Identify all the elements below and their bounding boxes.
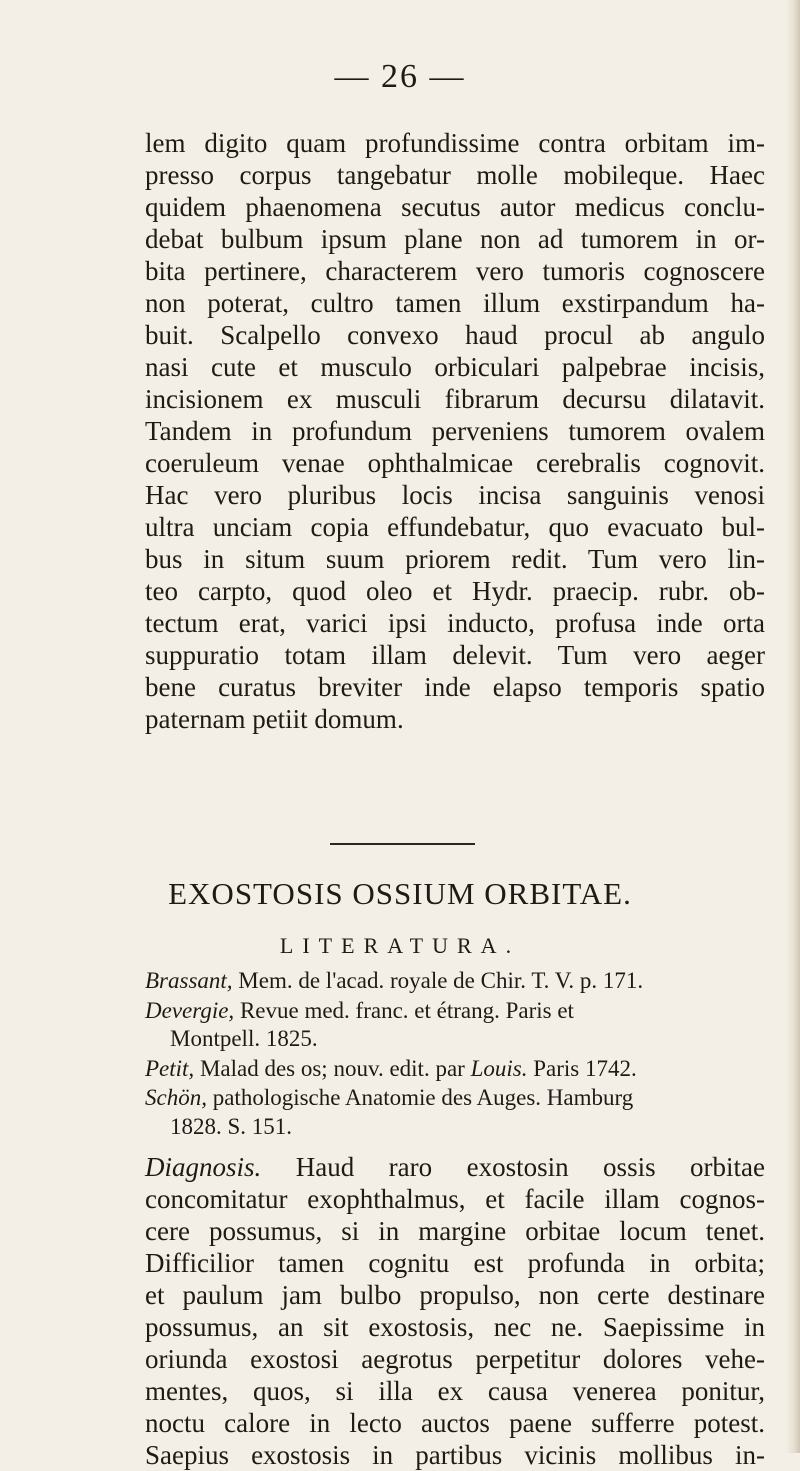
text-line: bene curatus breviter inde elapso temporis spatio xyxy=(145,672,765,702)
section-subtitle: LITERATURA. xyxy=(279,933,521,958)
text-line: bus in situm suum priorem redit. Tum vero lin- xyxy=(145,544,765,574)
page-edge-shadow xyxy=(786,0,800,1453)
text-line: quidem phaenomena secutus autor medicus conclu- xyxy=(145,192,765,222)
text-line: et paulum jam bulbo propulso, non certe destinare xyxy=(145,1280,765,1310)
reference-text: Malad des os; nouv. edit. par xyxy=(194,1056,471,1081)
text-line: bita pertinere, characterem vero tumoris cognoscere xyxy=(145,256,765,286)
reference-text: Mem. de l'acad. royale de Chir. T. V. p. 171. xyxy=(232,968,644,993)
text-line: tectum erat, varici ipsi inducto, profusa inde orta xyxy=(145,608,765,638)
literature-entry xyxy=(145,966,765,996)
text-line: coeruleum venae ophthalmicae cerebralis cognovit. xyxy=(145,448,765,478)
literature-entry xyxy=(145,996,765,1026)
reference-continuation: 1828. S. 151. xyxy=(170,1114,293,1139)
text-line: presso corpus tangebatur molle mobileque. Haec xyxy=(145,160,765,190)
literature-entry xyxy=(145,1054,765,1084)
text-line: suppuratio totam illam delevit. Tum vero aeger xyxy=(145,640,765,670)
reference-text: Paris 1742. xyxy=(527,1056,637,1081)
text-line: Saepius exostosis in partibus vicinis mollibus in- xyxy=(145,1440,765,1470)
text-line: oriunda exostosi aegrotus perpetitur dolores vehe- xyxy=(145,1344,765,1374)
text-line: incisionem ex musculi fibrarum decursu dilatavit. xyxy=(145,384,765,414)
text-line: Hac vero pluribus locis incisa sanguinis venosi xyxy=(145,480,765,510)
author-name: Devergie, xyxy=(145,998,235,1023)
section-divider xyxy=(330,843,475,845)
text-line: Tandem in profundum perveniens tumorem ovalem xyxy=(145,416,765,446)
text-line: debat bulbum ipsum plane non ad tumorem in or- xyxy=(145,224,765,254)
text-line: Difficilior tamen cognitu est profunda in orbita; xyxy=(145,1248,765,1278)
text-line: non poterat, cultro tamen illum exstirpandum ha- xyxy=(145,288,765,318)
text-line: teo carpto, quod oleo et Hydr. praecip. rubr. ob- xyxy=(145,576,765,606)
text-line xyxy=(145,1151,765,1183)
text-line: mentes, quos, si illa ex causa venerea ponitur, xyxy=(145,1376,765,1406)
text-line: lem digito quam profundissime contra orbitam im- xyxy=(145,128,765,158)
author-name: Schön, xyxy=(145,1085,207,1110)
text-line: cere possumus, si in margine orbitae locum tenet. xyxy=(145,1216,765,1246)
text-line: noctu calore in lecto auctos paene sufferre potest. xyxy=(145,1408,765,1438)
text-line: paternam petiit domum. xyxy=(145,704,404,734)
reference-text: Revue med. franc. et étrang. Paris et xyxy=(234,998,574,1023)
text-line: buit. Scalpello convexo haud procul ab angulo xyxy=(145,320,765,350)
section-title: EXOSTOSIS OSSIUM ORBITAE. xyxy=(168,876,632,911)
author-name: Brassant, xyxy=(145,968,233,993)
editor-name: Louis. xyxy=(470,1056,528,1081)
reference-text: pathologische Anatomie des Auges. Hamburg xyxy=(206,1085,634,1110)
text-span: Haud raro exostosin ossis orbitae xyxy=(261,1152,765,1182)
text-line: concomitatur exophthalmus, et facile illam cognos- xyxy=(145,1184,765,1214)
page-number: — 26 — xyxy=(334,58,466,95)
text-line: nasi cute et musculo orbiculari palpebrae incisis, xyxy=(145,352,765,382)
reference-continuation: Montpell. 1825. xyxy=(170,1026,318,1051)
diagnosis-label: Diagnosis. xyxy=(145,1152,262,1182)
literature-entry xyxy=(145,1083,765,1113)
text-line: ultra unciam copia effundebatur, quo evacuato bul- xyxy=(145,512,765,542)
text-line: possumus, an sit exostosis, nec ne. Saepissime in xyxy=(145,1312,765,1342)
author-name: Petit, xyxy=(145,1056,195,1081)
